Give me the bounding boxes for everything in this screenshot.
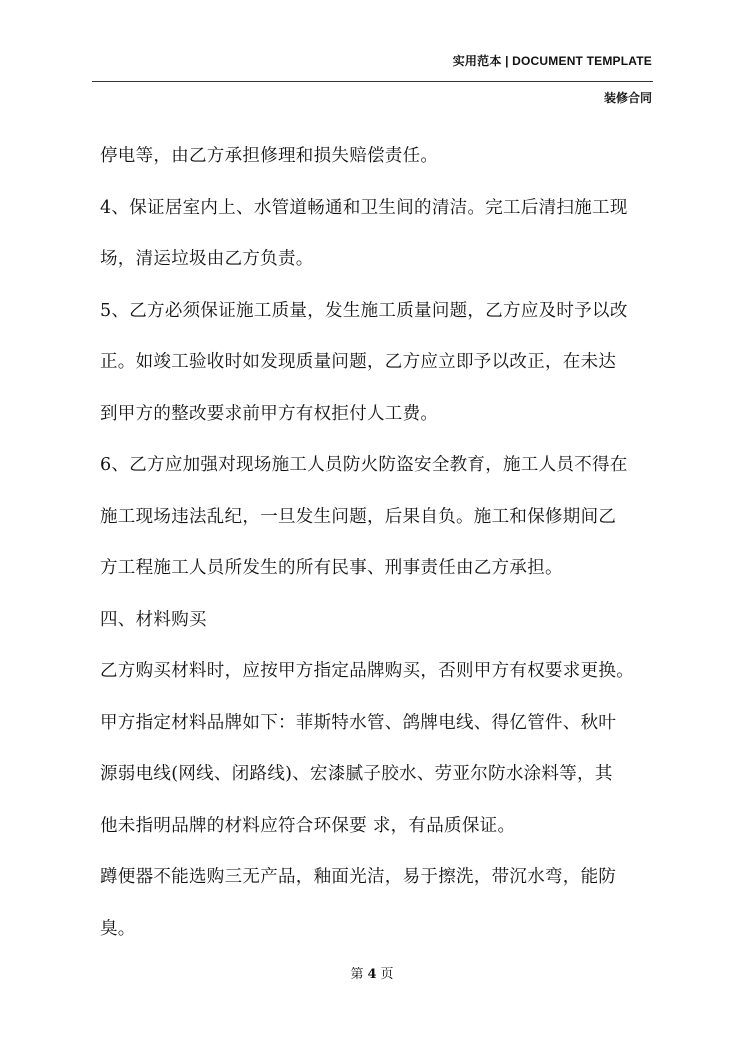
header-title: 实用范本 | DOCUMENT TEMPLATE	[452, 54, 652, 68]
body-line: 到甲方的整改要求前甲方有权拒付人工费。	[100, 403, 439, 424]
body-line: 源弱电线(网线、闭路线)、宏漆腻子胶水、劳亚尔防水涂料等，其	[100, 764, 613, 784]
page-footer	[0, 963, 744, 982]
header-divider	[92, 81, 653, 82]
body-line: 蹲便器不能选购三无产品，釉面光洁，易于擦洗，带沉水弯，能防	[100, 867, 617, 887]
body-line: 他未指明品牌的材料应符合环保要 求，有品质保证。	[100, 815, 516, 836]
body-line: 场，清运垃圾由乙方负责。	[100, 249, 314, 269]
body-line: 5、乙方必须保证施工质量，发生施工质量问题，乙方应及时予以改	[100, 300, 628, 321]
page-prefix: 第	[350, 967, 364, 982]
body-line: 施工现场违法乱纪，一旦发生问题，后果自负。施工和保修期间乙	[100, 506, 617, 527]
body-line: 乙方购买材料时，应按甲方指定品牌购买，否则甲方有权要求更换。	[100, 661, 634, 681]
document-subtitle: 装修合同	[603, 91, 652, 105]
document-body	[100, 139, 660, 963]
body-line: 停电等，由乙方承担修理和损失赔偿责任。	[100, 146, 439, 166]
section-heading: 四、材料购买	[100, 609, 207, 630]
body-line: 甲方指定材料品牌如下：菲斯特水管、鸽牌电线、得亿管件、秋叶	[100, 712, 617, 733]
body-line: 臭。	[100, 918, 136, 939]
body-line: 4、保证居室内上、水管道畅通和卫生间的清洁。完工后清扫施工现	[100, 197, 628, 218]
body-line: 正。如竣工验收时如发现质量问题，乙方应立即予以改正，在未达	[100, 352, 617, 372]
body-line: 6、乙方应加强对现场施工人员防火防盗安全教育，施工人员不得在	[100, 455, 628, 475]
page-suffix: 页	[380, 967, 394, 982]
body-line: 方工程施工人员所发生的所有民事、刑事责任由乙方承担。	[100, 558, 563, 578]
page-number: 4	[367, 967, 377, 982]
